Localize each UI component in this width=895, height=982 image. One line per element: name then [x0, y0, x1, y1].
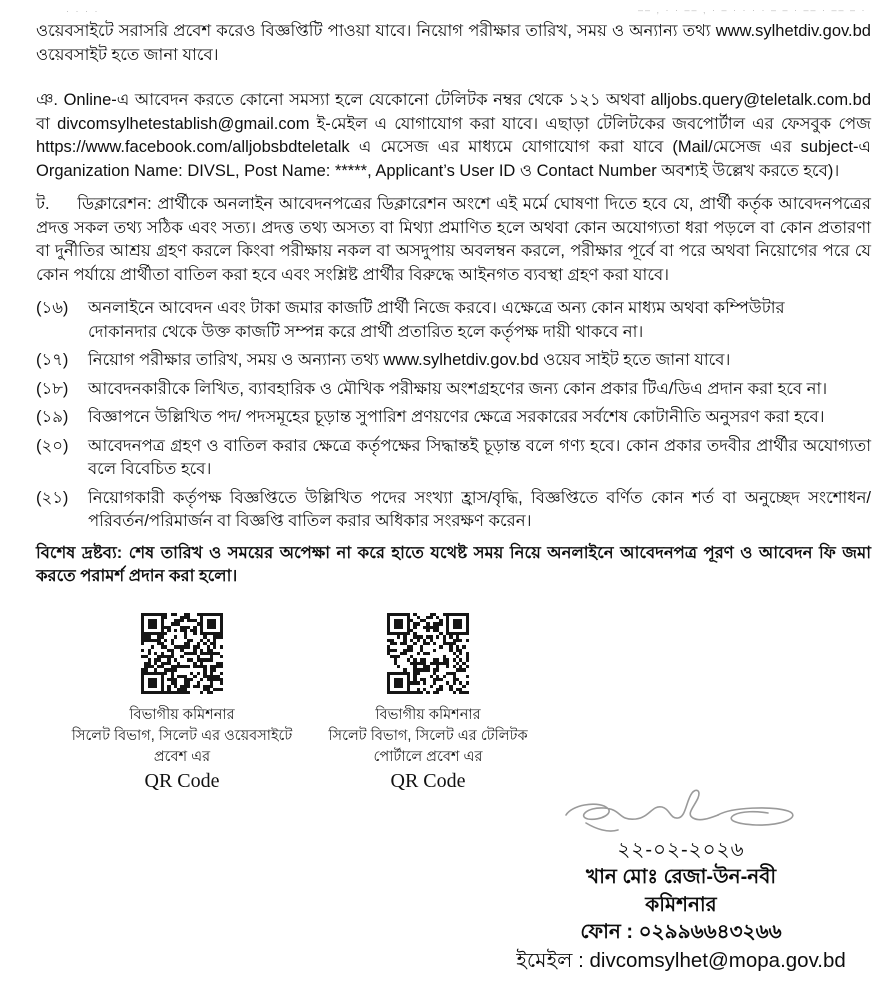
list-item [36, 406, 871, 430]
paragraph-declaration [36, 193, 871, 287]
signatory-phone: ফোন : ০২৯৯৬৬৪৩২৬৬ [580, 921, 782, 943]
list-item [36, 349, 871, 373]
scan-artifact-top-left: · · · · [66, 6, 100, 16]
list-item-line2: দোকানদার থেকে উক্ত কাজটি সম্পন্ন করে প্রার্থী প্রতারিত হলে কর্তৃপক্ষ দায়ী থাকবে না। [88, 322, 644, 341]
qr-block-website [66, 613, 298, 794]
qr-caption-line: বিভাগীয় কমিশনার [129, 706, 235, 723]
signature-block [481, 781, 881, 975]
signature-date: ২২-০২-২০২৬ [617, 838, 745, 861]
list-item-text [88, 297, 871, 344]
qr-code-teletalk-image [387, 613, 469, 695]
signatory-email: ইমেইল : divcomsylhet@mopa.gov.bd [516, 948, 846, 972]
list-item-number: (১৬) [36, 299, 69, 317]
list-item-line1: অনলাইনে আবেদন এবং টাকা জমার কাজটি প্রার্থী নিজে করবে। এক্ষেত্রে অন্য কোন মাধ্যম অথবা কম্পিউটার [88, 299, 785, 317]
qr-caption-line: সিলেট বিভাগ, সিলেট এর ওয়েবসাইটে [71, 727, 293, 744]
list-item-text: বিজ্ঞাপনে উল্লিখিত পদ/ পদসমূহের চূড়ান্ত সুপারিশ প্রণয়ণের ক্ষেত্রে সরকারের সর্বশেষ কোটানীতি অনুসরণ করা হবে। [88, 408, 825, 426]
list-item [36, 487, 871, 534]
list-item-number: (১৭) [36, 351, 69, 369]
scan-artifact-top-right: –– , · · –– , · – · · · · – – · –– · –– – · [638, 5, 867, 15]
list-item [36, 435, 871, 482]
qr-code-section [66, 613, 871, 794]
intro-paragraph: ওয়েবসাইটে সরাসরি প্রবেশ করেও বিজ্ঞপ্তিটি পাওয়া যাবে। নিয়োগ পরীক্ষার তারিখ, সময় ও অন্যান্য তথ্য www.sylhetdiv.gov.bd ওয়েবসাইট হতে জানা যাবে। [36, 22, 871, 64]
paragraph-declaration-text: ডিক্লারেশন: প্রার্থীকে অনলাইন আবেদনপত্রের ডিক্লারেশন অংশে এই মর্মে ঘোষণা দিতে হবে যে, প্রার্থী কর্তৃক আবেদনপত্রের প্রদত্ত সকল তথ্য সঠিক এবং সত্য। প্রদত্ত তথ্য অসত্য বা মিথ্যা প্রমাণিত হলে অথবা কোন অযোগ্যতা ধরা পড়লে বা কোন প্রতারণা বা দুর্নীতির আশ্রয় গ্রহণ করলে কিংবা পরীক্ষায় নকল বা অসদুপায় অবলম্বন করলে, পরীক্ষার পূর্বে বা পরে অথবা নিয়োগের পরে যে কোন পর্যায়ে প্রার্থীতা বাতিল করা হবে এবং সংশ্লিষ্ট প্রার্থীর বিরুদ্ধে আইনগত ব্যবস্থা গ্রহণ করা যাবে। [36, 195, 871, 284]
list-item-text: আবেদনকারীকে লিখিত, ব্যাবহারিক ও মৌখিক পরীক্ষায় অংশগ্রহণের জন্য কোন প্রকার টিএ/ডিএ প্রদান করা হবে না। [88, 379, 828, 398]
qr-code-label: QR Code [144, 769, 220, 792]
paragraph-online-help-text: Online-এ আবেদন করতে কোনো সমস্যা হলে যেকোনো টেলিটক নম্বর থেকে ১২১ অথবা alljobs.query@teletalk.com.bd বা divcomsylhetestablish@gmail.com ই-মেইল এ যোগাযোগ করা যাবে। এছাড়া টেলিটকের জবপোর্টাল এর ফেসবুক পেজ https://www.facebook.com/alljobsbdteletalk এ মেসেজ এর মাধ্যমে যোগাযোগ করা যাবে (Mail/মেসেজ এর subject-এ Organization Name: DIVSL, Post Name: *****, Applicant’s User ID ও Contact Number অবশ্যই উল্লেখ করতে হবে)। [36, 91, 871, 180]
signatory-title: কমিশনার [645, 893, 717, 916]
qr-code-label: QR Code [390, 769, 466, 792]
signature-icon [556, 781, 806, 843]
qr-caption-line: সিলেট বিভাগ, সিলেট এর টেলিটক [328, 727, 528, 744]
special-note: বিশেষ দ্রষ্টব্য: শেষ তারিখ ও সময়ের অপেক্ষা না করে হাতে যথেষ্ট সময় নিয়ে অনলাইনে আবেদনপত্র পূরণ ও আবেদন ফি জমা করতে পরামর্শ প্রদান করা হলো। [36, 543, 871, 585]
list-item-text: আবেদনপত্র গ্রহণ ও বাতিল করার ক্ষেত্রে কর্তৃপক্ষের সিদ্ধান্তই চূড়ান্ত বলে গণ্য হবে। কোন প্রকার তদবীর প্রার্থীর অযোগ্যতা বলে বিবেচিত হবে। [88, 436, 871, 478]
list-item-number: (২১) [36, 488, 69, 507]
numbered-conditions-list [36, 297, 871, 534]
list-item-number: (২০) [36, 436, 69, 455]
list-item-number: (১৮) [36, 379, 69, 398]
signatory-name: খান মোঃ রেজা-উন-নবী [585, 866, 777, 888]
list-item-text: নিয়োগকারী কর্তৃপক্ষ বিজ্ঞপ্তিতে উল্লিখিত পদের সংখ্যা হ্রাস/বৃদ্ধি, বিজ্ঞপ্তিতে বর্ণিত কোন শর্ত বা অনুচ্ছেদ সংশোধন/পরিবর্তন/পরিমার্জন বা বিজ্ঞপ্তি বাতিল করার অধিকার সংরক্ষণ করেন। [88, 488, 871, 530]
paragraph-marker: ঞ. [36, 91, 59, 109]
list-item [36, 378, 871, 402]
paragraph-online-help [36, 89, 871, 183]
paragraph-marker: ট. [36, 195, 50, 213]
qr-block-teletalk-portal [312, 613, 544, 794]
list-item-text: নিয়োগ পরীক্ষার তারিখ, সময় ও অন্যান্য তথ্য www.sylhetdiv.gov.bd ওয়েব সাইট হতে জানা যাবে। [88, 351, 731, 369]
qr-caption-line: বিভাগীয় কমিশনার [375, 706, 481, 723]
qr-caption-line: পোর্টালে প্রবেশ এর [373, 748, 483, 765]
list-item [36, 297, 871, 344]
qr-code-website-image [141, 613, 223, 695]
qr-caption-line: প্রবেশ এর [153, 748, 211, 765]
list-item-number: (১৯) [36, 408, 69, 426]
